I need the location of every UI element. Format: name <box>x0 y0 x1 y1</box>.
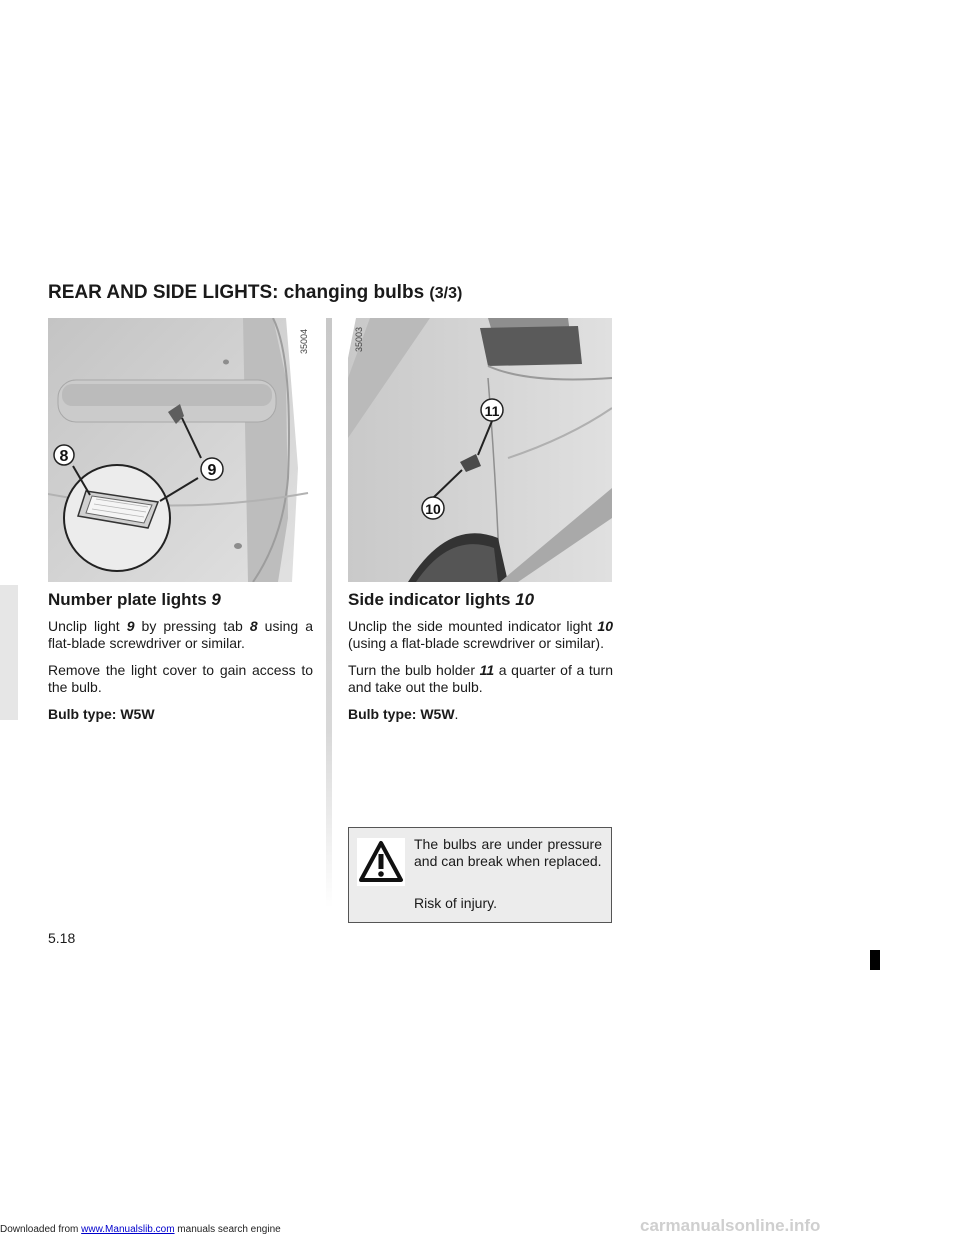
page-title <box>48 282 462 304</box>
chapter-tab <box>0 585 18 720</box>
manualslib-link[interactable]: www.Manualslib.com <box>81 1224 175 1235</box>
right-para-2: Turn the bulb holder 11 a quarter of a turn and take out the bulb. <box>348 662 613 695</box>
callout-8: 8 <box>59 448 69 465</box>
right-column <box>348 590 613 722</box>
callout-9: 9 <box>207 462 217 479</box>
image-code-right: 35003 <box>354 326 364 352</box>
right-bulb-type: Bulb type: W5W. <box>348 706 459 722</box>
warning-risk-text: Risk of injury. <box>414 895 497 911</box>
title-subpart: (3/3) <box>429 285 463 302</box>
callout-10: 10 <box>425 501 441 517</box>
column-divider <box>326 318 332 908</box>
warning-box <box>348 827 612 923</box>
number-plate-heading: Number plate lights 9 <box>48 590 221 609</box>
number-plate-photo <box>48 318 315 582</box>
right-para-1: Unclip the side mounted indicator light 10 (using a flat-blade screwdriver or similar). <box>348 618 613 651</box>
page-number: 5.18 <box>48 930 76 946</box>
image-code-left: 35004 <box>299 328 309 354</box>
watermark: carmanualsonline.info <box>640 1216 821 1235</box>
side-indicator-photo <box>348 318 612 582</box>
title-text: REAR AND SIDE LIGHTS: changing bulbs <box>48 282 425 303</box>
callout-11: 11 <box>484 403 500 419</box>
left-bulb-type: Bulb type: W5W <box>48 706 155 722</box>
warning-text: The bulbs are under pressure and can break when replaced. <box>414 836 602 869</box>
download-footer: Downloaded from www.Manualslib.com manuals search engine <box>0 1224 281 1235</box>
left-para-2: Remove the light cover to gain access to the bulb. <box>48 662 313 695</box>
section-marker <box>870 950 880 970</box>
left-para-1: Unclip light 9 by pressing tab 8 using a flat-blade screwdriver or similar. <box>48 618 313 651</box>
left-column <box>48 590 313 722</box>
warning-triangle-icon <box>357 838 405 886</box>
side-indicator-heading: Side indicator lights 10 <box>348 590 535 609</box>
